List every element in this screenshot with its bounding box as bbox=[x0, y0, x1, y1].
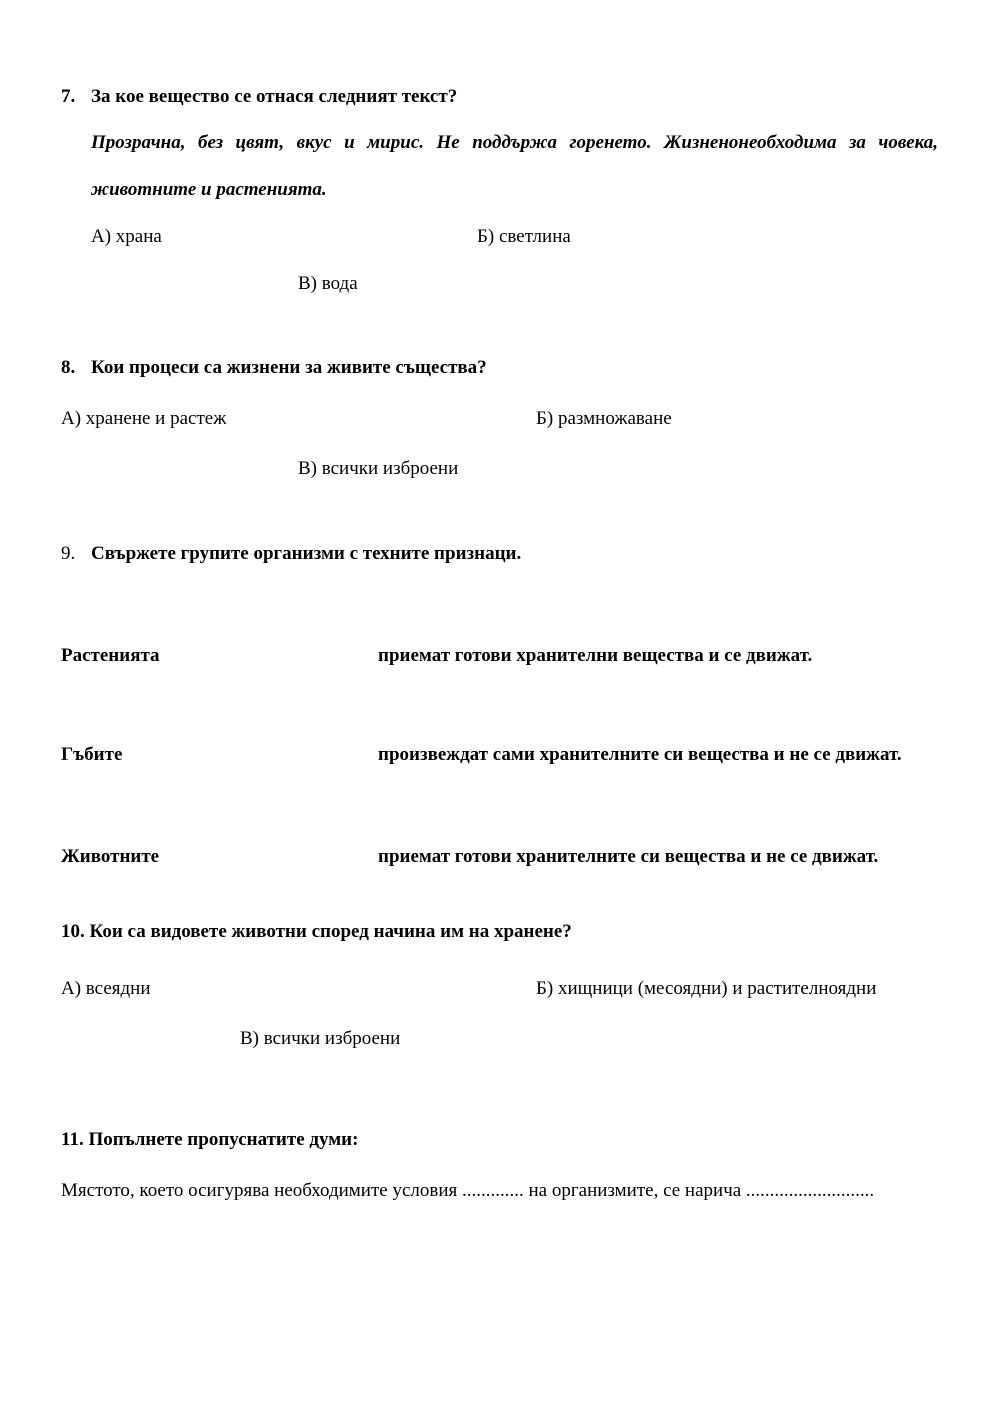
question-7-option-a[interactable]: А) храна bbox=[91, 226, 162, 247]
question-7-title bbox=[61, 87, 457, 106]
question-10-title: 10. Кои са видовете животни според начина им на хранене? bbox=[61, 921, 572, 942]
question-7-passage-line-2: животните и растенията. bbox=[91, 179, 327, 200]
match-group-fungi[interactable]: Гъбите bbox=[61, 744, 123, 765]
question-7-option-c[interactable]: В) вода bbox=[298, 273, 358, 294]
match-trait-3[interactable]: приемат готови хранителните си вещества и не се движат. bbox=[378, 846, 879, 867]
question-7-option-b[interactable]: Б) светлина bbox=[477, 226, 571, 247]
match-group-plants[interactable]: Растенията bbox=[61, 645, 160, 666]
question-10-option-b[interactable]: Б) хищници (месоядни) и растителноядни bbox=[536, 978, 877, 999]
match-group-animals[interactable]: Животните bbox=[61, 846, 160, 867]
question-7-text: За кое вещество се отнася следният текст? bbox=[91, 86, 458, 107]
question-8-number: 8. bbox=[61, 357, 76, 378]
question-10-option-c[interactable]: В) всички изброени bbox=[240, 1028, 401, 1049]
question-11-sentence[interactable]: Мястото, което осигурява необходимите условия ............. на организмите, се нарича ........................... bbox=[61, 1180, 875, 1201]
question-8-title bbox=[61, 358, 487, 377]
question-7-passage-line-1: Прозрачна, без цвят, вкус и мирис. Не поддържа горенето. Жизненонеобходима за човека, bbox=[91, 132, 938, 153]
question-8-option-b[interactable]: Б) размножаване bbox=[536, 408, 672, 429]
question-8-text: Кои процеси са жизнени за живите същества? bbox=[91, 357, 487, 378]
question-11-title: 11. Попълнете пропуснатите думи: bbox=[61, 1129, 359, 1150]
match-trait-1[interactable]: приемат готови хранителни вещества и се движат. bbox=[378, 645, 813, 666]
question-9-text: Свържете групите организми с техните признаци. bbox=[91, 543, 522, 564]
question-9-title bbox=[61, 544, 521, 563]
question-7-number: 7. bbox=[61, 86, 76, 107]
question-10-option-a[interactable]: А) всеядни bbox=[61, 978, 151, 999]
question-8-option-c[interactable]: В) всички изброени bbox=[298, 458, 459, 479]
match-trait-2[interactable]: произвеждат сами хранителните си вещества и не се движат. bbox=[378, 744, 902, 765]
question-8-option-a[interactable]: А) хранене и растеж bbox=[61, 408, 227, 429]
question-9-number: 9. bbox=[61, 543, 76, 564]
